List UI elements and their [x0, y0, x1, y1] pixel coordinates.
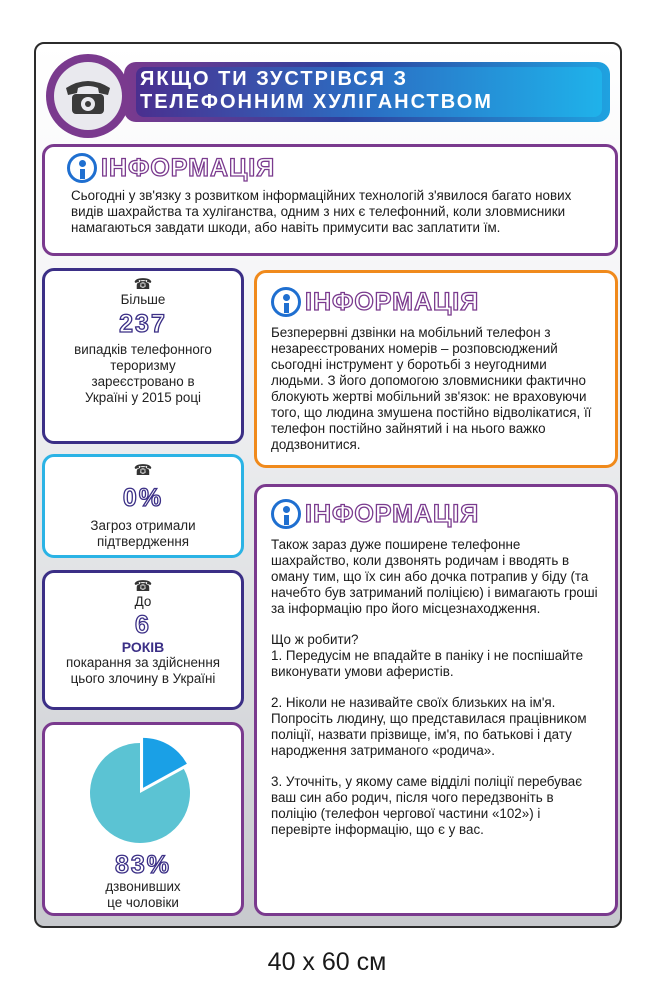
info-card-1	[42, 144, 618, 256]
info-text	[271, 537, 601, 838]
stat-value: 83%	[114, 851, 172, 879]
page-title	[140, 68, 493, 114]
info-heading: ІНФОРМАЦІЯ	[305, 499, 480, 528]
telephone-icon: ☎	[133, 462, 153, 479]
stat-suffix: покарання за здійснення цього злочину в Україні	[66, 655, 220, 686]
stat-suffix: дзвонивших це чоловіки	[105, 879, 181, 910]
info-text: Безперервні дзвінки на мобільний телефон з незареєстрованих номерів – розповсюджений сьогодні інструмент у боротьбі з неугодними людьми. З його допомогою зловмисники фактично блокують жертві мобільний зв'язок: не враховуючи того, що людина змушена постійно відволікатися, її телефон постійно зайнятий і на нього важко додзвонитися.	[271, 325, 592, 452]
paragraph: Також зараз дуже поширене телефонне шахрайство, коли дзвонять родичам і вводять в оману тим, що їх син або дочка потрапив у біду (та начебто був затриманий поліцією) і вимагають гроші за інформацію про його місцезнаходження.	[271, 537, 598, 616]
telephone-icon: ☎	[133, 578, 153, 595]
stat-card-punishment	[42, 570, 244, 710]
stat-prefix: До	[134, 594, 152, 609]
stat-card-threats	[42, 454, 244, 558]
info-card-2	[254, 270, 618, 468]
poster	[34, 42, 622, 928]
title-line-1: ЯКЩО ТИ ЗУСТРІВСЯ З	[140, 68, 409, 90]
stat-value: 0%	[122, 484, 164, 512]
paragraph: Що ж робити? 1. Передусім не впадайте в паніку і не поспішайте виконувати умови аферистів.	[271, 632, 584, 679]
telephone-icon	[54, 62, 122, 130]
stat-value: 6	[135, 611, 151, 639]
size-label: 40 x 60 см	[267, 948, 387, 976]
stat-suffix: Загроз отримали підтвердження	[90, 518, 196, 549]
stat-unit: РОКІВ	[121, 639, 165, 655]
pie-chart	[88, 735, 198, 845]
info-icon	[271, 499, 301, 529]
info-text: Сьогодні у зв'язку з розвитком інформаційних технологій з'явилося багато нових видів шахрайства та хуліганства, одним з них є телефонний, коли зловмисники намагаються завдати шкоди, або навіть примусити вас заплатити їм.	[71, 188, 572, 235]
stat-card-cases	[42, 268, 244, 444]
info-heading: ІНФОРМАЦІЯ	[305, 287, 480, 316]
stat-prefix: Більше	[120, 292, 166, 307]
telephone-icon: ☎	[133, 276, 153, 293]
stat-value: 237	[119, 310, 167, 338]
stat-suffix: випадків телефонного тероризму зареєстровано в Україні у 2015 році	[74, 342, 212, 405]
paragraph: 3. Уточніть, у якому саме відділі поліції перебуває ваш син або родич, після чого передзвоніть в поліцію (телефон чергової частини «102») і перевірте інформацію, що є у вас.	[271, 774, 583, 837]
info-icon	[67, 153, 97, 183]
stat-card-callers	[42, 722, 244, 916]
title-line-2: ТЕЛЕФОННИМ ХУЛІГАНСТВОМ	[140, 91, 493, 113]
info-icon	[271, 287, 301, 317]
info-heading: ІНФОРМАЦІЯ	[101, 153, 276, 182]
info-card-3	[254, 484, 618, 916]
paragraph: 2. Ніколи не називайте своїх близьких на ім'я. Попросіть людину, що представилася працівником поліції, назвати прізвище, ім'я, по батькові і дату народження затриманого «родича».	[271, 695, 587, 758]
phone-badge	[46, 54, 130, 138]
